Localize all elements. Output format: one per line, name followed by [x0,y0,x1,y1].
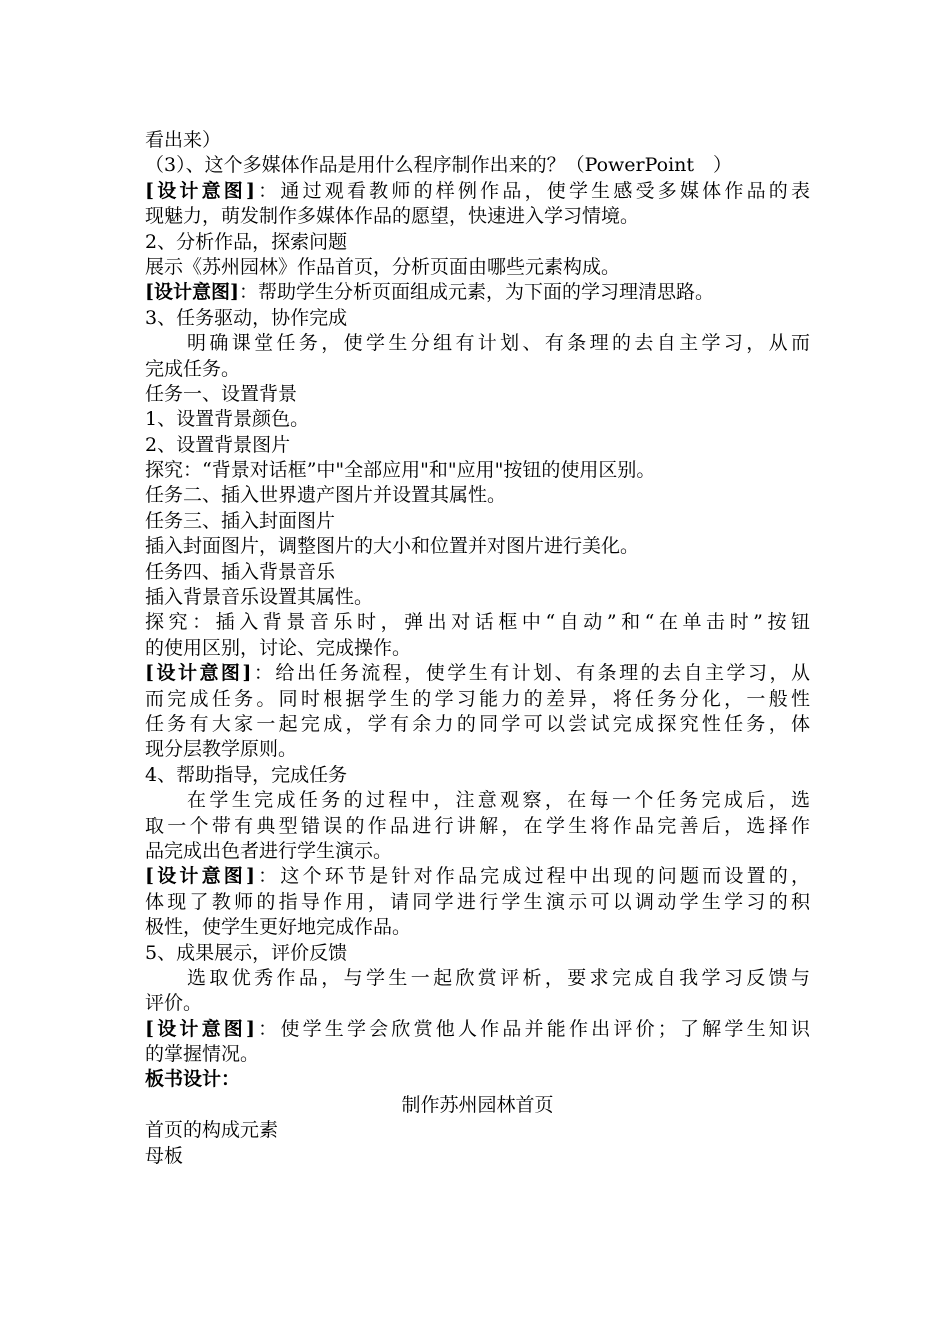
design-intent-line [145,280,810,305]
section-heading: 4、帮助指导，完成任务 [145,763,348,786]
board-item: 母板 [145,1144,184,1167]
text-line: 探究：插入背景音乐时，弹出对话框中“自动”和“在单击时”按钮 [145,611,810,634]
document-page [145,128,810,1169]
text-line: 完成任务。 [145,357,241,380]
text-line: 取一个带有典型错误的作品进行讲解，在学生将作品完善后，选择作 [145,814,810,837]
design-intent-text: ：帮助学生分析页面组成元素，为下面的学习理清思路。 [238,281,714,304]
design-intent-text: ：这个环节是针对作品完成过程中出现的问题而设置的， [254,865,810,888]
design-intent-text: ：使学生学会欣赏他人作品并能作出评价；了解学生知识 [254,1017,810,1040]
text-line: 体现了教师的指导作用，请同学进行学生演示可以调动学生学习的积 [145,890,810,913]
board-title: 制作苏州园林首页 [401,1093,554,1116]
text-line: 明确课堂任务，使学生分组有计划、有条理的去自主学习，从而 [187,332,810,355]
text-line: 2、设置背景图片 [145,433,291,456]
text-line: 现魅力，萌发制作多媒体作品的愿望，快速进入学习情境。 [145,205,640,228]
text-line: 极性，使学生更好地完成作品。 [145,916,412,939]
task-heading: 任务二、插入世界遗产图片并设置其属性。 [145,484,507,507]
section-heading: 3、任务驱动，协作完成 [145,306,348,329]
design-intent-label: [设计意图] [145,1017,255,1040]
text-line: 的掌握情况。 [145,1043,260,1066]
text-line: 探究：“背景对话框”中"全部应用"和"应用"按钮的使用区别。 [145,459,656,482]
design-intent-line [145,179,810,204]
board-item: 首页的构成元素 [145,1119,279,1142]
design-intent-label: [设计意图] [145,281,239,304]
text-line: 选取优秀作品，与学生一起欣赏评析，要求完成自我学习反馈与 [187,966,810,989]
text-line: 展示《苏州园林》作品首页，分析页面由哪些元素构成。 [145,255,621,278]
text-line: 的使用区别，讨论、完成操作。 [145,636,412,659]
design-intent-label: [设计意图] [145,662,252,685]
design-intent-line [145,1017,810,1042]
task-heading: 任务四、插入背景音乐 [145,560,336,583]
text-line: 1、设置背景颜色。 [145,408,310,431]
text-line: 任务有大家一起完成，学有余力的同学可以尝试完成探究性任务，体 [145,712,810,735]
text-line: 而完成任务。同时根据学生的学习能力的差异，将任务分化，一般性 [145,687,810,710]
design-intent-text: ：通过观看教师的样例作品，使学生感受多媒体作品的表 [254,179,810,202]
design-intent-label: [设计意图] [145,179,255,202]
task-heading: 任务三、插入封面图片 [145,509,336,532]
design-intent-line [145,864,810,889]
text-line: 现分层教学原则。 [145,738,298,761]
design-intent-text: ：给出任务流程，使学生有计划、有条理的去自主学习，从 [251,662,810,685]
text-line: （3）、这个多媒体作品是用什么程序制作出来的？（PowerPoint ） [145,154,733,177]
section-heading: 5、成果展示，评价反馈 [145,941,348,964]
design-intent-label: [设计意图] [145,865,255,888]
task-heading: 任务一、设置背景 [145,382,298,405]
text-line: 看出来） [145,129,222,151]
text-line: 评价。 [145,992,203,1015]
text-line: 品完成出色者进行学生演示。 [145,839,393,862]
design-intent-line [145,661,810,686]
text-line: 插入封面图片，调整图片的大小和位置并对图片进行美化。 [145,535,640,558]
board-design-heading: 板书设计： [145,1068,241,1091]
section-heading: 2、分析作品，探索问题 [145,230,348,253]
text-line: 在学生完成任务的过程中，注意观察，在每一个任务完成后，选 [187,789,810,812]
text-line: 插入背景音乐设置其属性。 [145,586,374,609]
